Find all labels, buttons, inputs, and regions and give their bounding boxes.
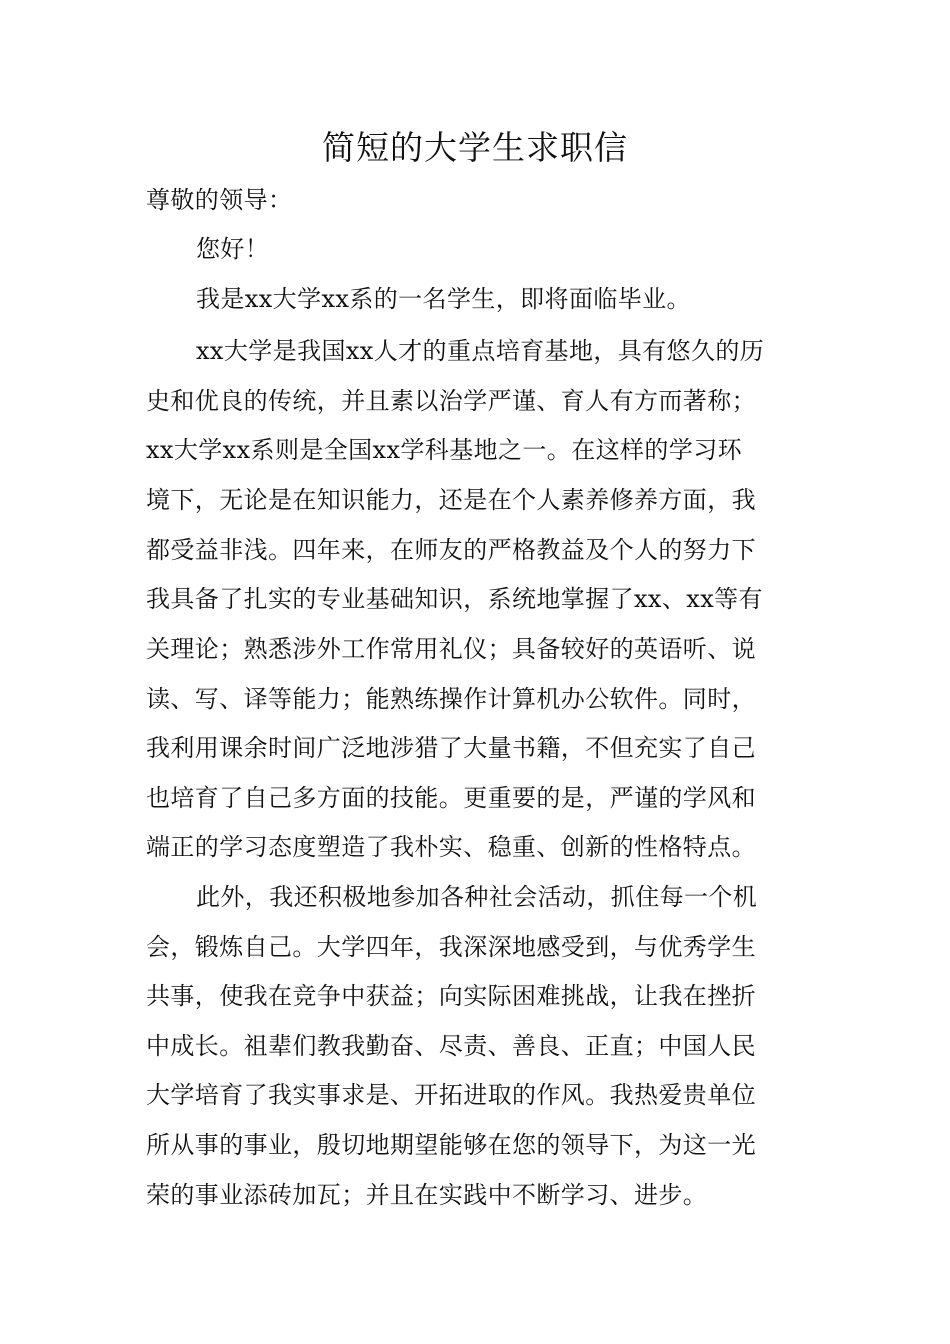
paragraph-line: 大学培育了我实事求是、开拓进取的作风。我热爱贵单位 [146, 1081, 756, 1109]
paragraph-line: 境下，无论是在知识能力，还是在个人素养修养方面，我 [146, 486, 756, 514]
paragraph-line: 中成长。祖辈们教我勤奋、尽责、善良、正直；中国人民 [146, 1032, 756, 1060]
paragraph-intro: 我是xx大学xx系的一名学生，即将面临毕业。 [196, 285, 691, 313]
paragraph-line: 荣的事业添砖加瓦；并且在实践中不断学习、进步。 [146, 1181, 708, 1209]
paragraph-line: 都受益非浅。四年来，在师友的严格教益及个人的努力下 [146, 536, 756, 564]
paragraph-line: 史和优良的传统，并且素以治学严谨、育人有方而著称； [146, 387, 756, 415]
paragraph-line: 共事，使我在竞争中获益；向实际困难挑战，让我在挫折 [146, 982, 756, 1010]
paragraph-line: xx大学是我国xx人才的重点培育基地，具有悠久的历 [196, 337, 765, 365]
paragraph-line: 所从事的事业，殷切地期望能够在您的领导下，为这一光 [146, 1131, 756, 1159]
paragraph-line: 我利用课余时间广泛地涉猎了大量书籍，不但充实了自己 [146, 734, 756, 762]
paragraph-line: 也培育了自己多方面的技能。更重要的是，严谨的学风和 [146, 784, 756, 812]
document-title: 简短的大学生求职信 [322, 128, 628, 167]
salutation: 尊敬的领导： [146, 186, 293, 214]
paragraph-line: 关理论；熟悉涉外工作常用礼仪；具备较好的英语听、说 [146, 635, 756, 663]
paragraph-line: xx大学xx系则是全国xx学科基地之一。在这样的学习环 [146, 436, 743, 464]
paragraph-line: 读、写、译等能力；能熟练操作计算机办公软件。同时， [146, 685, 756, 713]
paragraph-line: 此外，我还积极地参加各种社会活动，抓住每一个机 [196, 883, 758, 911]
paragraph-line: 我具备了扎实的专业基础知识，系统地掌握了xx、xx等有 [146, 585, 763, 613]
greeting: 您好！ [196, 235, 270, 263]
paragraph-line: 会，锻炼自己。大学四年，我深深地感受到，与优秀学生 [146, 933, 756, 961]
paragraph-line: 端正的学习态度塑造了我朴实、稳重、创新的性格特点。 [146, 833, 756, 861]
